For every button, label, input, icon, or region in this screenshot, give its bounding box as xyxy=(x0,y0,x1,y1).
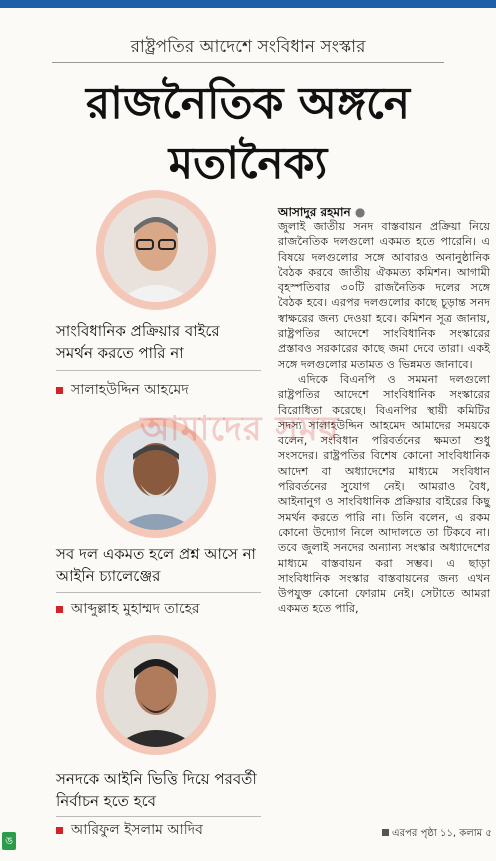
bullet-icon: ● xyxy=(354,205,366,219)
person-photo-icon xyxy=(104,643,208,747)
headline-line-1: রাজনৈতিক অঙ্গনে xyxy=(85,78,410,129)
author-name: সালাহউদ্দিন আহমেদ xyxy=(71,382,189,398)
quote-1-author xyxy=(56,378,266,402)
top-color-bar xyxy=(0,0,496,8)
red-square-icon xyxy=(56,827,63,834)
red-square-icon xyxy=(56,387,63,394)
watermark: আমাদের সময় xyxy=(140,409,340,449)
logo-icon: ঙ xyxy=(2,832,16,850)
author-name: আরিফুল ইসলাম আদিব xyxy=(71,822,203,838)
portrait-1 xyxy=(96,190,216,310)
continuation-note xyxy=(382,826,492,843)
square-icon xyxy=(382,829,389,836)
continued-text: এরপর পৃষ্ঠা ১১, কলাম ৫ xyxy=(392,828,492,839)
divider-2 xyxy=(56,592,261,593)
quotes-panel xyxy=(0,180,270,861)
quote-1: সাংবিধানিক প্রক্রিয়ার বাইরে সমর্থন করতে পারি না xyxy=(56,322,220,362)
article-paragraph-1: জুলাই জাতীয় সনদ বাস্তবায়ন প্রক্রিয়া নিয়ে রাজনৈতিক দলগুলো একমত হতে পারেনি। এ বিষয়ে দলগুলোর সঙ্গে আবারও অনানুষ্ঠানিক বৈঠক করবে জাতীয় ঐকমত্য কমিশন। আগামী বৃহস্পতিবার ৩০টি রাজনৈতিক দলের সঙ্গে বৈঠক হবে। এরপর দলগুলোর কাছে চূড়ান্ত সনদ স্বাক্ষরের জন্য দেওয়া হবে। কমিশন সূত্র জানায়, রাষ্ট্রপতির আদেশে সাংবিধানিক সংস্কারের প্রস্তাবও সরকারের কাছে জমা দেবে তারা। একই সঙ্গে দলগুলোর মতামত ও ভিন্নমত জানাবে। xyxy=(278,220,490,371)
quote-2: সব দল একমত হলে প্রশ্ন আসে না আইনি চ্যালেঞ্জের xyxy=(56,545,256,585)
author-name: আব্দুল্লাহ মুহাম্মদ তাহের xyxy=(71,601,200,617)
red-square-icon xyxy=(56,606,63,613)
quote-2-author xyxy=(56,597,266,621)
kicker: রাষ্ট্রপতির আদেশে সংবিধান সংস্কার xyxy=(130,37,366,57)
portrait-3 xyxy=(96,635,216,755)
quote-3-author xyxy=(56,818,266,842)
quote-3: সনদকে আইনি ভিত্তি দিয়ে পরবর্তী নির্বাচন হতে হবে xyxy=(56,770,257,810)
headline-line-2: মতানৈক্য xyxy=(168,138,328,189)
kicker-rule xyxy=(52,62,444,63)
divider-3 xyxy=(56,816,261,817)
byline-name: আসাদুর রহমান xyxy=(278,205,351,219)
person-photo-icon xyxy=(104,198,208,302)
divider-1 xyxy=(56,370,261,371)
article-paragraph-2: এদিকে বিএনপি ও সমমনা দলগুলো রাষ্ট্রপতির আদেশে সাংবিধানিক সংস্কারের বিরোধিতা করেছে। বিএনপির স্থায়ী কমিটির সদস্য সালাহউদ্দিন আহমেদ আমাদের সময়কে বলেন, সংবিধান পরিবর্তনের ক্ষমতা শুধু সংসদের। রাষ্ট্রপতির বিশেষ কোনো সাংবিধানিক আদেশ বা অধ্যাদেশের মাধ্যমে সংবিধান পরিবর্তনের সুযোগ নেই। আমরাও বৈধ, আইনানুগ ও সাংবিধানিক প্রক্রিয়ার বাইরের কিছু সমর্থন করতে পারি না। তিনি বলেন, এ রকম কোনো উদ্যোগ নিলে আদালতে তা টিকবে না। তবে জুলাই সনদের অন্যান্য সংস্কার অধ্যাদেশের মাধ্যমে বাস্তবায়ন করা সম্ভব। এ ছাড়া সাংবিধানিক সংস্কার বাস্তবায়নের জন্য এখন উপযুক্ত কোনো ফোরাম নেই। সেটাতে আমরা একমত হতে পারি, xyxy=(278,372,490,616)
